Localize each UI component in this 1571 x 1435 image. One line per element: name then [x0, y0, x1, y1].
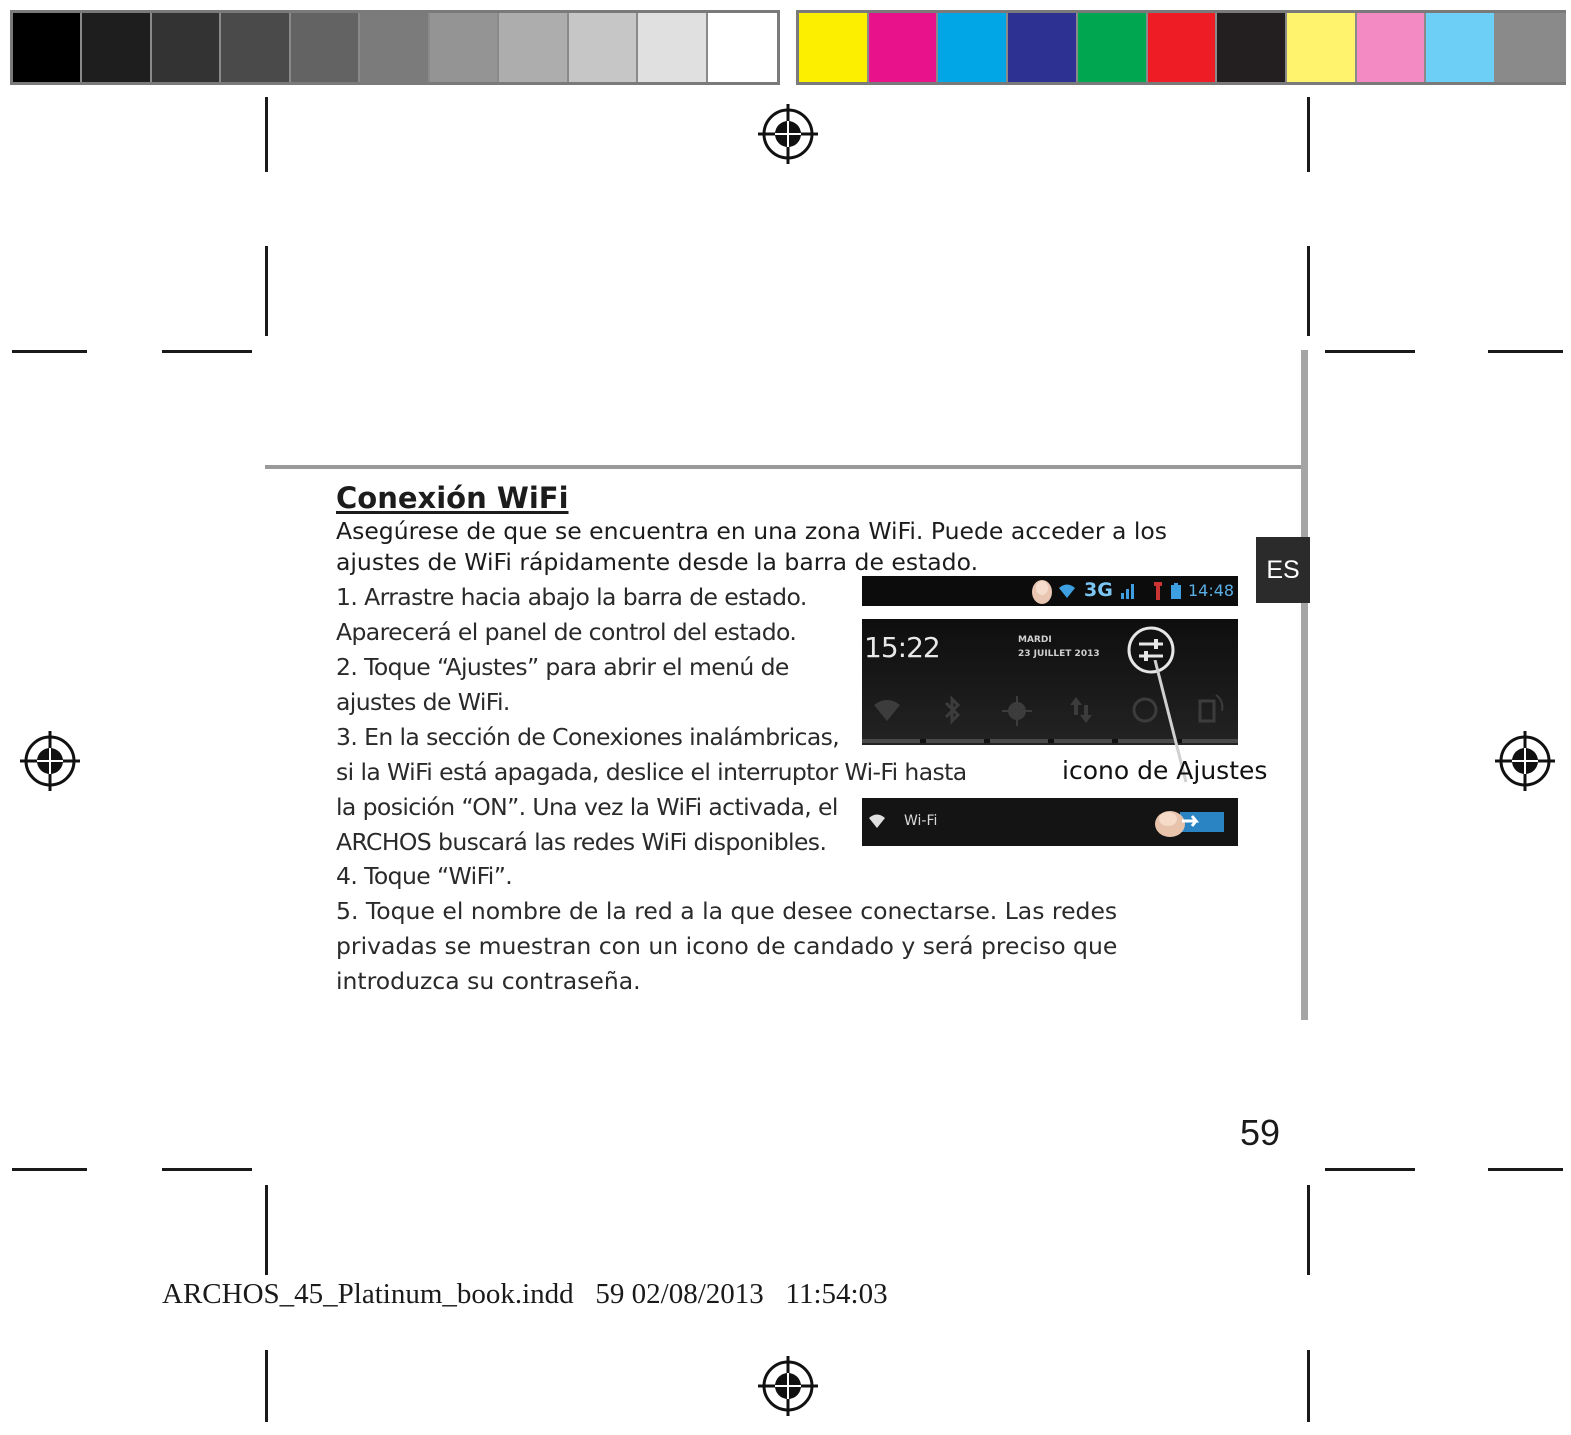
color-swatch [82, 13, 151, 82]
signal-icon [1120, 583, 1136, 599]
color-swatch [430, 13, 499, 82]
step-line: ajustes de WiFi. [336, 688, 510, 716]
gps-toggle-icon [1002, 696, 1032, 726]
wifi-status-icon [1058, 583, 1076, 599]
wifi-icon [868, 813, 886, 829]
color-swatch [499, 13, 568, 82]
crop-mark [1307, 97, 1310, 172]
crop-mark [265, 246, 268, 336]
header-rule [265, 465, 1305, 469]
finger-touch-icon [1027, 576, 1057, 606]
grayscale-calibration-bar [10, 10, 780, 85]
color-swatch [1148, 13, 1218, 82]
color-swatch [638, 13, 707, 82]
language-tab: ES [1256, 537, 1310, 603]
network-type-label: 3G [1084, 579, 1113, 601]
settings-icon-caption: icono de Ajustes [1062, 756, 1268, 785]
panel-date: 23 JUILLET 2013 [1018, 649, 1100, 659]
color-swatch [708, 13, 777, 82]
step-line: privadas se muestran con un icono de candado y será preciso que [336, 932, 1118, 960]
crop-mark [162, 350, 252, 353]
step-line: 2. Toque “Ajustes” para abrir el menú de [336, 653, 789, 681]
color-swatch [360, 13, 429, 82]
step-line: 1. Arrastre hacia abajo la barra de estado. [336, 583, 807, 611]
crop-mark [1307, 1350, 1310, 1422]
color-swatch [569, 13, 638, 82]
color-swatch [799, 13, 869, 82]
wifi-label: Wi-Fi [904, 813, 938, 829]
step-line: 5. Toque el nombre de la red a la que desee conectarse. Las redes [336, 897, 1118, 925]
crop-mark [1325, 350, 1415, 353]
alert-icon [1152, 582, 1164, 600]
wifi-toggle-screenshot [862, 798, 1238, 846]
registration-mark-icon [1495, 731, 1555, 791]
color-swatch [1217, 13, 1287, 82]
crop-mark [1488, 1168, 1563, 1171]
color-swatch [938, 13, 1008, 82]
color-swatch [869, 13, 939, 82]
data-toggle-icon [1068, 695, 1094, 725]
crop-mark [1307, 1185, 1310, 1275]
page-number: 59 [1240, 1112, 1281, 1153]
section-title: Conexión WiFi [336, 481, 569, 515]
color-swatch [1078, 13, 1148, 82]
wifi-toggle-icon [872, 697, 902, 723]
crop-mark [1488, 350, 1563, 353]
color-swatch [291, 13, 360, 82]
panel-day: MARDI [1018, 635, 1052, 645]
panel-clock: 15:22 [864, 631, 940, 664]
step-line: Aparecerá el panel de control del estado. [336, 618, 797, 646]
crop-mark [1325, 1168, 1415, 1171]
color-swatch [13, 13, 82, 82]
statusbar-time: 14:48 [1188, 581, 1235, 600]
registration-mark-icon [20, 731, 80, 791]
crop-mark [265, 97, 268, 172]
battery-icon [1171, 583, 1181, 599]
crop-mark [265, 1350, 268, 1422]
intro-line: Asegúrese de que se encuentra en una zona WiFi. Puede acceder a los [336, 517, 1168, 545]
color-swatch [1357, 13, 1427, 82]
bluetooth-toggle-icon [942, 695, 962, 725]
step-line: la posición “ON”. Una vez la WiFi activada, el [336, 793, 838, 821]
color-swatch [1426, 13, 1496, 82]
crop-mark [1307, 246, 1310, 336]
color-swatch [1496, 13, 1566, 82]
registration-mark-icon [758, 1356, 818, 1416]
crop-mark [265, 1185, 268, 1275]
color-swatch [1287, 13, 1357, 82]
step-line: 3. En la sección de Conexiones inalámbricas, [336, 723, 840, 751]
color-swatch [221, 13, 290, 82]
crop-mark [162, 1168, 252, 1171]
color-swatch [152, 13, 221, 82]
color-swatch [1008, 13, 1078, 82]
step-line: introduzca su contraseña. [336, 967, 641, 995]
page-side-bar [1301, 350, 1308, 1020]
crop-mark [12, 1168, 87, 1171]
step-line: ARCHOS buscará las redes WiFi disponibles. [336, 828, 827, 856]
crop-mark [12, 350, 87, 353]
step-line: 4. Toque “WiFi”. [336, 862, 513, 890]
intro-line: ajustes de WiFi rápidamente desde la barra de estado. [336, 548, 979, 576]
finger-swipe-icon [1152, 804, 1202, 840]
statusbar-screenshot [862, 576, 1238, 606]
print-slug: ARCHOS_45_Platinum_book.indd 59 02/08/2013 11:54:03 [162, 1278, 888, 1310]
step-line: si la WiFi está apagada, deslice el interruptor Wi-Fi hasta [336, 758, 967, 786]
color-calibration-bar [796, 10, 1566, 85]
registration-mark-icon [758, 104, 818, 164]
